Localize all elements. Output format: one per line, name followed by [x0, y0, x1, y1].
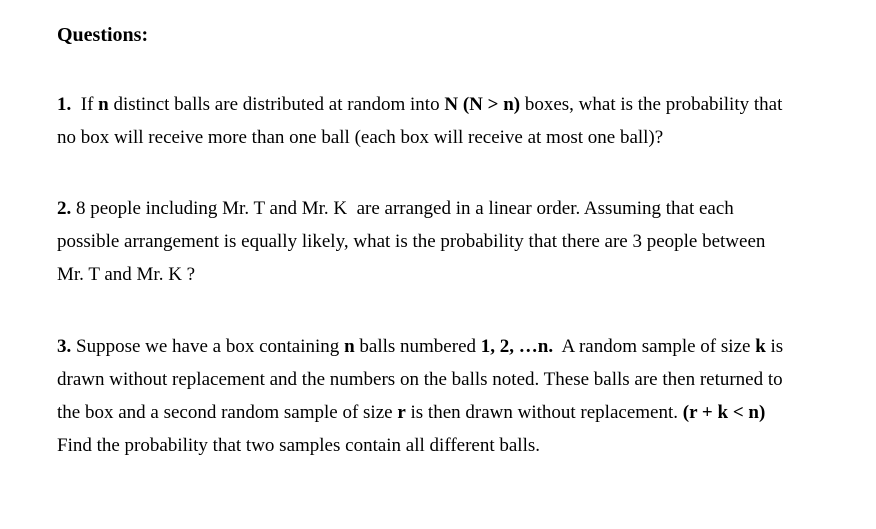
text: possible arrangement is equally likely, what is the probability that there are 3 people between [57, 231, 766, 252]
text: no box will receive more than one ball (each box will receive at most one ball)? [57, 127, 664, 148]
question-2 [57, 192, 857, 291]
question-2-line-1 [57, 192, 857, 225]
text: drawn without replacement and the numbers on the balls noted. These balls are then returned to [57, 369, 783, 390]
text: Mr. T and Mr. K ? [57, 264, 196, 285]
question-2-line-2 [57, 225, 857, 258]
text: is then drawn without replacement. [405, 402, 683, 423]
question-3-line-2 [57, 363, 857, 396]
text: If [71, 94, 99, 115]
question-1-line-1 [57, 88, 857, 121]
bold-text: r [397, 402, 406, 423]
bold-text: (r + k < n) [682, 402, 766, 423]
bold-text: n [98, 94, 109, 115]
text: the box and a second random sample of size [57, 402, 398, 423]
question-3-line-1 [57, 330, 857, 363]
question-3 [57, 330, 857, 462]
question-2-line-3 [57, 258, 857, 291]
text: 8 people including Mr. T and Mr. K are arranged in a linear order. Assuming that each [71, 198, 734, 219]
text: boxes, what is the probability that [520, 94, 783, 115]
text: Suppose we have a box containing [71, 336, 345, 357]
text: balls numbered [354, 336, 481, 357]
bold-text: n [344, 336, 355, 357]
bold-text: 1, 2, …n. [480, 336, 554, 357]
bold-text: 1. [57, 94, 72, 115]
bold-text: N (N > n) [444, 94, 521, 115]
text: is [765, 336, 784, 357]
text: A random sample of size [553, 336, 756, 357]
question-3-line-3 [57, 396, 857, 429]
page-title: Questions: [57, 24, 149, 46]
bold-text: k [755, 336, 766, 357]
question-3-line-4 [57, 429, 857, 462]
text: distinct balls are distributed at random into [108, 94, 445, 115]
question-1 [57, 88, 857, 154]
text: Find the probability that two samples contain all different balls. [57, 435, 540, 456]
question-1-line-2 [57, 121, 857, 154]
bold-text: 2. [57, 198, 72, 219]
bold-text: 3. [57, 336, 72, 357]
